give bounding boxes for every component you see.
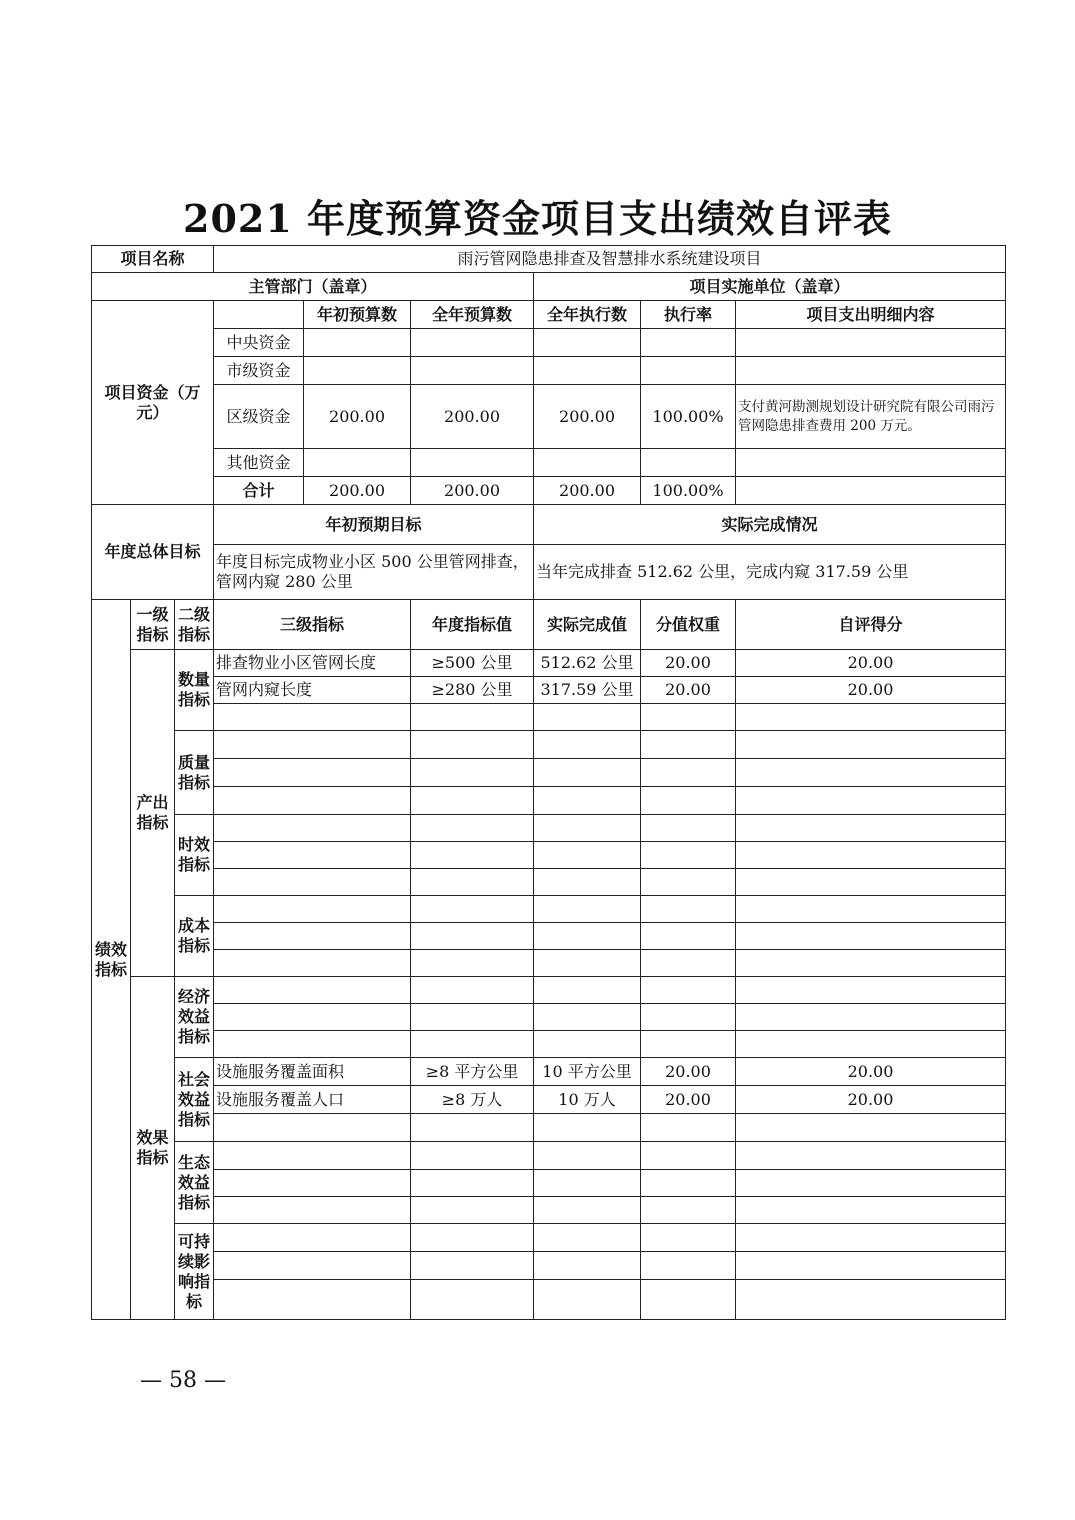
empty-cell (214, 1280, 411, 1320)
empty-cell (534, 731, 641, 759)
empty-cell (736, 1114, 1006, 1142)
funds-cell: 200.00 (304, 385, 411, 449)
empty-cell (641, 1142, 736, 1170)
funds-total-label: 合计 (214, 477, 304, 505)
empty-cell (411, 923, 534, 950)
funds-cell (411, 329, 534, 357)
empty-cell (736, 1224, 1006, 1252)
empty-cell (411, 842, 534, 869)
project-name-label: 项目名称 (92, 246, 214, 273)
funds-cell (736, 477, 1006, 505)
empty-cell (736, 787, 1006, 815)
empty-cell (411, 1142, 534, 1170)
expected-goal-label: 年初预期目标 (214, 505, 534, 545)
empty-cell (736, 1197, 1006, 1224)
funds-cell (534, 329, 641, 357)
level3-header: 三级指标 (214, 600, 411, 650)
empty-cell (214, 731, 411, 759)
funds-detail: 支付黄河勘测规划设计研究院有限公司雨污管网隐患排查费用 200 万元。 (736, 385, 1006, 449)
indicator-score: 20.00 (736, 650, 1006, 677)
sustainable-indicators-label: 可持续影响指标 (175, 1224, 214, 1320)
funds-cell: 200.00 (534, 477, 641, 505)
indicator-weight: 20.00 (641, 650, 736, 677)
indicator-score: 20.00 (736, 1086, 1006, 1114)
indicator-name: 设施服务覆盖面积 (214, 1058, 411, 1086)
funds-cell (304, 449, 411, 477)
performance-table (91, 245, 1006, 1320)
funds-cell (736, 357, 1006, 385)
empty-cell (214, 896, 411, 923)
empty-cell (641, 869, 736, 896)
empty-cell (214, 977, 411, 1004)
social-indicators-label: 社会效益指标 (175, 1058, 214, 1142)
funds-label: 项目资金（万元） (92, 301, 214, 505)
project-name-value: 雨污管网隐患排查及智慧排水系统建设项目 (214, 246, 1006, 273)
funds-header-blank (214, 301, 304, 329)
empty-cell (411, 1004, 534, 1031)
empty-cell (214, 842, 411, 869)
funds-cell: 100.00% (641, 477, 736, 505)
funds-cell: 100.00% (641, 385, 736, 449)
empty-cell (214, 1114, 411, 1142)
empty-cell (641, 977, 736, 1004)
empty-cell (736, 1004, 1006, 1031)
empty-cell (411, 731, 534, 759)
funds-cell (736, 449, 1006, 477)
empty-cell (534, 977, 641, 1004)
expected-goal-text: 年度目标完成物业小区 500 公里管网排查，管网内窥 280 公里 (214, 545, 534, 600)
empty-cell (736, 950, 1006, 977)
page-number: — 58 — (140, 1368, 226, 1393)
empty-cell (411, 1280, 534, 1320)
empty-cell (214, 923, 411, 950)
impl-unit-label: 项目实施单位（盖章） (534, 273, 1006, 301)
weight-header: 分值权重 (641, 600, 736, 650)
indicator-actual: 10 万人 (534, 1086, 641, 1114)
empty-cell (641, 704, 736, 731)
empty-cell (534, 1197, 641, 1224)
annual-goal-label: 年度总体目标 (92, 505, 214, 600)
indicator-actual: 317.59 公里 (534, 677, 641, 704)
empty-cell (736, 1252, 1006, 1280)
indicator-actual: 10 平方公里 (534, 1058, 641, 1086)
economic-indicators-label: 经济效益指标 (175, 977, 214, 1058)
quantity-indicators-label: 数量指标 (175, 650, 214, 731)
indicator-target: ≥8 万人 (411, 1086, 534, 1114)
empty-cell (411, 1114, 534, 1142)
empty-cell (214, 1224, 411, 1252)
funds-row-name: 其他资金 (214, 449, 304, 477)
empty-cell (534, 1031, 641, 1058)
empty-cell (641, 759, 736, 787)
empty-cell (641, 787, 736, 815)
empty-cell (411, 869, 534, 896)
empty-cell (641, 950, 736, 977)
empty-cell (534, 1114, 641, 1142)
empty-cell (736, 1280, 1006, 1320)
quality-indicators-label: 质量指标 (175, 731, 214, 815)
empty-cell (411, 787, 534, 815)
score-header: 自评得分 (736, 600, 1006, 650)
empty-cell (214, 950, 411, 977)
empty-cell (534, 869, 641, 896)
empty-cell (641, 731, 736, 759)
empty-cell (641, 1114, 736, 1142)
empty-cell (534, 1004, 641, 1031)
actual-completion-label: 实际完成情况 (534, 505, 1006, 545)
empty-cell (641, 896, 736, 923)
indicator-target: ≥500 公里 (411, 650, 534, 677)
actual-header: 实际完成值 (534, 600, 641, 650)
empty-cell (534, 759, 641, 787)
empty-cell (214, 1031, 411, 1058)
funds-header: 项目支出明细内容 (736, 301, 1006, 329)
funds-row-name: 中央资金 (214, 329, 304, 357)
empty-cell (736, 977, 1006, 1004)
empty-cell (534, 1224, 641, 1252)
empty-cell (534, 1142, 641, 1170)
funds-cell (304, 357, 411, 385)
cost-indicators-label: 成本指标 (175, 896, 214, 977)
timeliness-indicators-label: 时效指标 (175, 815, 214, 896)
indicator-target: ≥280 公里 (411, 677, 534, 704)
empty-cell (214, 815, 411, 842)
empty-cell (736, 842, 1006, 869)
empty-cell (411, 977, 534, 1004)
empty-cell (736, 815, 1006, 842)
empty-cell (214, 1004, 411, 1031)
empty-cell (411, 950, 534, 977)
empty-cell (411, 704, 534, 731)
funds-cell: 200.00 (411, 477, 534, 505)
funds-cell: 200.00 (304, 477, 411, 505)
indicator-name: 设施服务覆盖人口 (214, 1086, 411, 1114)
empty-cell (641, 1280, 736, 1320)
empty-cell (534, 842, 641, 869)
empty-cell (736, 1170, 1006, 1197)
empty-cell (411, 759, 534, 787)
empty-cell (641, 923, 736, 950)
empty-cell (214, 1142, 411, 1170)
funds-cell (736, 329, 1006, 357)
target-header: 年度指标值 (411, 600, 534, 650)
indicator-name: 管网内窥长度 (214, 677, 411, 704)
empty-cell (214, 1170, 411, 1197)
empty-cell (534, 787, 641, 815)
funds-cell (534, 357, 641, 385)
empty-cell (534, 1170, 641, 1197)
indicator-weight: 20.00 (641, 677, 736, 704)
empty-cell (736, 896, 1006, 923)
funds-header: 全年预算数 (411, 301, 534, 329)
output-indicators-label: 产出指标 (131, 650, 175, 977)
funds-row-name: 区级资金 (214, 385, 304, 449)
empty-cell (641, 815, 736, 842)
effect-indicators-label: 效果指标 (131, 977, 175, 1320)
empty-cell (641, 1004, 736, 1031)
funds-row-name: 市级资金 (214, 357, 304, 385)
level1-header: 一级指标 (131, 600, 175, 650)
empty-cell (641, 1197, 736, 1224)
main-dept-label: 主管部门（盖章） (92, 273, 534, 301)
funds-cell (641, 449, 736, 477)
empty-cell (411, 1224, 534, 1252)
funds-cell (641, 357, 736, 385)
empty-cell (411, 815, 534, 842)
empty-cell (411, 1252, 534, 1280)
empty-cell (736, 759, 1006, 787)
indicator-name: 排查物业小区管网长度 (214, 650, 411, 677)
empty-cell (534, 1252, 641, 1280)
indicator-score: 20.00 (736, 1058, 1006, 1086)
indicator-score: 20.00 (736, 677, 1006, 704)
empty-cell (411, 1197, 534, 1224)
empty-cell (534, 1280, 641, 1320)
empty-cell (641, 1224, 736, 1252)
empty-cell (736, 1142, 1006, 1170)
indicator-weight: 20.00 (641, 1086, 736, 1114)
funds-header: 全年执行数 (534, 301, 641, 329)
empty-cell (214, 759, 411, 787)
indicator-weight: 20.00 (641, 1058, 736, 1086)
actual-completion-text: 当年完成排查 512.62 公里，完成内窥 317.59 公里 (534, 545, 1006, 600)
empty-cell (736, 731, 1006, 759)
funds-cell (411, 449, 534, 477)
empty-cell (411, 896, 534, 923)
empty-cell (534, 815, 641, 842)
indicator-target: ≥8 平方公里 (411, 1058, 534, 1086)
empty-cell (534, 704, 641, 731)
empty-cell (641, 1170, 736, 1197)
ecological-indicators-label: 生态效益指标 (175, 1142, 214, 1224)
funds-header: 执行率 (641, 301, 736, 329)
empty-cell (214, 1252, 411, 1280)
empty-cell (214, 787, 411, 815)
empty-cell (736, 704, 1006, 731)
empty-cell (411, 1031, 534, 1058)
funds-header: 年初预算数 (304, 301, 411, 329)
page-title: 2021 年度预算资金项目支出绩效自评表 (183, 196, 892, 241)
indicator-actual: 512.62 公里 (534, 650, 641, 677)
empty-cell (214, 1197, 411, 1224)
empty-cell (736, 923, 1006, 950)
funds-cell: 200.00 (534, 385, 641, 449)
funds-cell (411, 357, 534, 385)
empty-cell (736, 869, 1006, 896)
empty-cell (534, 896, 641, 923)
empty-cell (534, 950, 641, 977)
funds-cell: 200.00 (411, 385, 534, 449)
empty-cell (411, 1170, 534, 1197)
empty-cell (641, 1031, 736, 1058)
performance-indicators-label: 绩效指标 (92, 600, 131, 1320)
empty-cell (736, 1031, 1006, 1058)
empty-cell (641, 842, 736, 869)
empty-cell (214, 704, 411, 731)
empty-cell (641, 1252, 736, 1280)
level2-header: 二级指标 (175, 600, 214, 650)
funds-cell (641, 329, 736, 357)
empty-cell (534, 923, 641, 950)
empty-cell (214, 869, 411, 896)
funds-cell (534, 449, 641, 477)
funds-cell (304, 329, 411, 357)
